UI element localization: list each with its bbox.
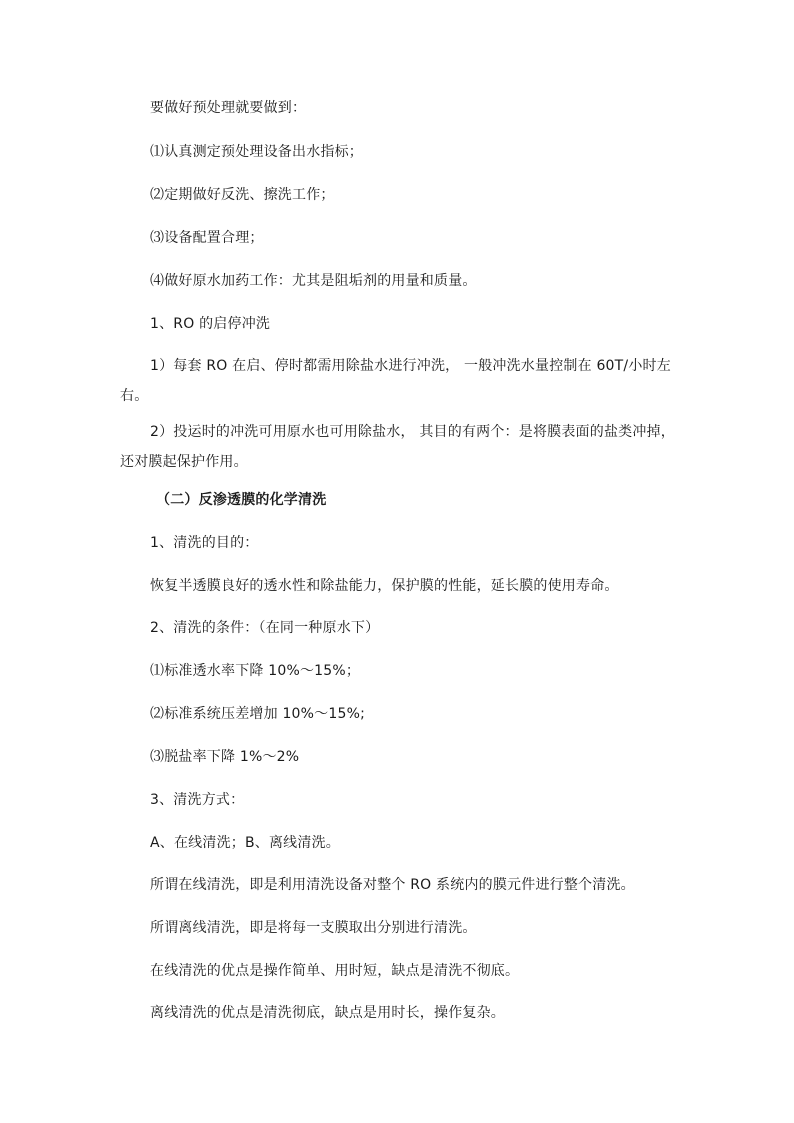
text-line: ⑵定期做好反洗、擦洗工作； — [150, 187, 335, 203]
section-heading: 1、RO 的启停冲洗 — [150, 316, 271, 332]
text-line: ⑴认真测定预处理设备出水指标； — [150, 144, 363, 160]
list-item: ⑶脱盐率下降 1%～2% — [150, 749, 300, 765]
text-line: A、在线清洗；B、离线清洗。 — [150, 835, 340, 851]
chapter-heading: （二）反渗透膜的化学清洗 — [156, 492, 327, 508]
text-line: 恢复半透膜良好的透水性和除盐能力，保护膜的性能，延长膜的使用寿命。 — [150, 578, 619, 594]
text-line: 要做好预处理就要做到： — [150, 100, 307, 116]
text-line: ⑶设备配置合理； — [150, 230, 264, 246]
paragraph: 2）投运时的冲洗可用原水也可用除盐水， 其目的有两个：是将膜表面的盐类冲掉，还对膜起保护作用。 — [120, 424, 675, 470]
text-line: 离线清洗的优点是清洗彻底，缺点是用时长，操作复杂。 — [150, 1005, 505, 1021]
paragraph: 1）每套 RO 在启、停时都需用除盐水进行冲洗， 一般冲洗水量控制在 60T/小时左右。 — [120, 358, 671, 404]
list-item: ⑴标准透水率下降 10%～15%； — [150, 663, 361, 679]
text-line: 所谓在线清洗，即是利用清洗设备对整个 RO 系统内的膜元件进行整个清洗。 — [150, 877, 635, 893]
text-line: ⑷做好原水加药工作：尤其是阻垢剂的用量和质量。 — [150, 273, 477, 289]
list-item: ⑵标准系统压差增加 10%～15%; — [150, 706, 366, 722]
section-heading: 1、清洗的目的： — [150, 535, 259, 551]
section-heading: 2、清洗的条件：（在同一种原水下） — [150, 620, 380, 636]
text-line: 在线清洗的优点是操作简单、用时短，缺点是清洗不彻底。 — [150, 963, 520, 979]
text-line: 所谓离线清洗，即是将每一支膜取出分别进行清洗。 — [150, 920, 477, 936]
section-heading: 3、清洗方式： — [150, 792, 245, 808]
